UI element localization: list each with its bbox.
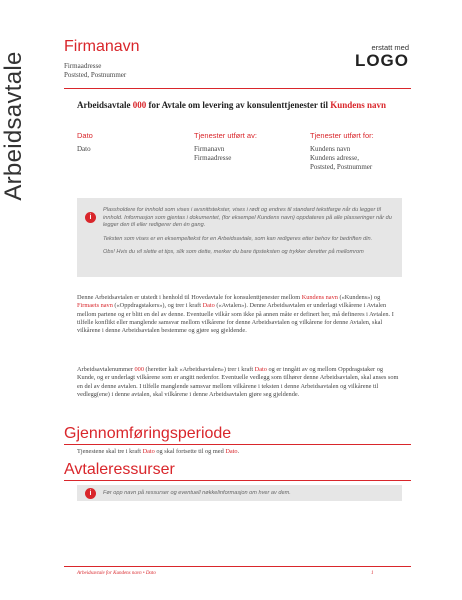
info-icon: i	[85, 212, 96, 223]
page-number: 1	[371, 571, 374, 576]
info-icon: i	[85, 488, 96, 499]
text-run: («Kundens») og	[337, 294, 381, 301]
footer-text: Arbeidsavtale for Kundens navn • Dato	[77, 571, 156, 576]
client-name-placeholder[interactable]: Kundens navn	[330, 100, 387, 110]
tip-text[interactable]: Før opp navn på ressurser og eventuell nøkkelinformasjon om hver av dem.	[103, 490, 291, 496]
date-placeholder[interactable]: Dato	[202, 302, 215, 310]
text-run: Denne Arbeidsavtalen er utstedt i henhold til Hovedavtale for konsulenttjenester mellom	[77, 294, 302, 301]
company-city: Poststed, Postnummer	[64, 71, 127, 79]
section-divider	[64, 480, 411, 481]
side-title: Arbeidsavtale	[0, 51, 27, 201]
text-run: (heretter kalt «Arbeidsavtalen») trer i kraft	[143, 366, 255, 373]
logo-caption: erstatt med	[371, 43, 409, 52]
logo-placeholder	[355, 43, 409, 70]
footer-divider	[64, 566, 411, 567]
document-title	[77, 99, 387, 111]
client-name[interactable]: Kundens navn	[310, 145, 351, 153]
section-divider	[64, 444, 411, 445]
text-run: («Oppdragstakers»), og trer i kraft	[112, 302, 203, 310]
date-placeholder[interactable]: Dato	[254, 366, 267, 373]
provider-column	[194, 131, 304, 163]
start-date-placeholder[interactable]: Dato	[142, 448, 155, 455]
tip-paragraph: Obs! Hvis du vil slette et tips, slik som dette, merker du bare tipsteksten og trykker deretter på mellomrom	[103, 249, 364, 255]
agreement-number[interactable]: 000	[132, 100, 147, 110]
title-middle: for Avtale om levering av konsulenttjenester til	[148, 100, 328, 110]
end-date-placeholder[interactable]: Dato	[225, 448, 238, 455]
tip-text[interactable]	[103, 207, 393, 263]
date-column	[77, 131, 177, 154]
provider-name[interactable]: Firmanavn	[194, 145, 225, 153]
text-run: .	[237, 448, 240, 455]
intro-paragraph[interactable]	[77, 294, 399, 335]
client-city[interactable]: Poststed, Postnummer	[310, 163, 373, 171]
logo-text: LOGO	[354, 51, 409, 70]
company-name: Firmanavn	[64, 38, 140, 55]
text-run: og skal fortsette til og med	[154, 448, 226, 455]
text-run: og er inngått av og mellom Oppdragstaker og Kunde, og er underlagt vilkårene som er angitt nedenfor. Eventuelle vedlegg som tilhører denne Arbeidsavtalen, skal anses som en del av denne avtalen. I tilfelle manglende samsvar mellom vilkårene i teksten i denne Arbeidsavtalen og vilkårene til vedlegg(ene) i denne avtalen, skal vilkårene i denne Arbeidsavtalen gjøre seg gjeldende.	[77, 366, 399, 398]
provider-column-heading: Tjenester utført av:	[194, 131, 257, 140]
date-value[interactable]: Dato	[77, 145, 91, 153]
header-divider	[64, 88, 411, 89]
firm-name-placeholder[interactable]: Firmaets navn	[77, 302, 113, 310]
tip-paragraph: Plassholdere for innhold som vises i avsnittstekster, vises i rødt og endres til standard tekstfarge når du legger til innhold. Informasjon som gjentas i dokumentet, (for eksempel Kundens navn) oppdateres på alle plasseringer når du legger den til eller redigerer den én gang.	[103, 207, 392, 228]
company-address: Firmaadresse	[64, 62, 102, 70]
client-name-placeholder[interactable]: Kundens navn	[301, 294, 338, 301]
text-run: («Avtalen»). Denne Arbeidsavtalen er underlagt vilkårene i Avtalen mellom partene og er blitt en del av denne. Eventuelle vilkår som ikke på annen måte er definert her, må defineres i Avtalen. I tilfelle konflikt eller manglende samsvar mellom vilkårene for denne Arbeidsavtalen og vilkårene for denne Avtalen, skal vilkårene i denne Arbeidsavtalen bestemme og gjøre seg gjeldende.	[77, 302, 394, 335]
client-address[interactable]: Kundens adresse,	[310, 154, 359, 162]
section-heading-resources: Avtaleressurser	[64, 461, 175, 478]
period-paragraph[interactable]	[77, 448, 399, 456]
client-column	[310, 131, 410, 172]
section-heading-period: Gjennomføringsperiode	[64, 425, 232, 442]
company-block	[64, 38, 140, 80]
client-column-heading: Tjenester utført for:	[310, 131, 374, 140]
title-prefix: Arbeidsavtale	[77, 100, 131, 110]
agreement-number-placeholder[interactable]: 000	[134, 366, 144, 373]
text-run: Arbeidsavtalenummer	[77, 366, 135, 373]
agreement-paragraph[interactable]	[77, 366, 399, 399]
text-run: Tjenestene skal tre i kraft	[77, 448, 143, 455]
provider-address[interactable]: Firmaadresse	[194, 154, 232, 162]
tip-paragraph: Teksten som vises er en eksempeltekst for en Arbeidsavtale, som kan redigeres etter behov for bedriften din.	[103, 235, 373, 242]
date-column-heading: Dato	[77, 131, 93, 140]
